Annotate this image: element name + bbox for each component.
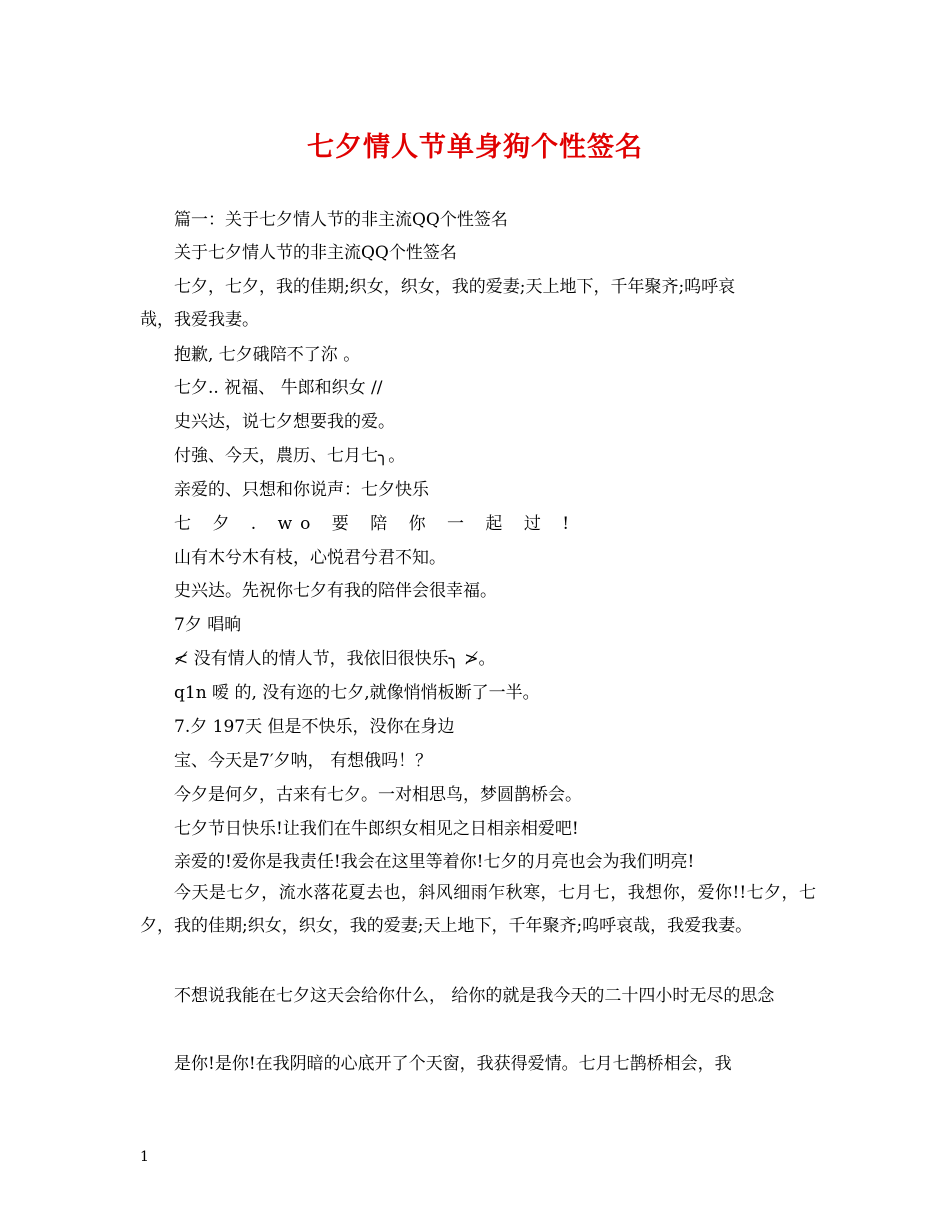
text-line: 7.夕 197天 但是不快乐，没你在身边 (174, 717, 455, 737)
text-line: 史兴达。先祝你七夕有我的陪伴会很幸福。 (174, 581, 497, 601)
text-line: 宝、今天是7′夕呐， 有想俄吗！？ (174, 751, 433, 771)
text-line: 七夕节日快乐!让我们在牛郎织女相见之日相亲相爱吧! (174, 819, 579, 839)
paragraph: 不想说我能在七夕这天会给你什么， 给你的就是我今天的二十四小时无尽的思念 (174, 986, 775, 1006)
text-line: 付強、今天，農历、七月七╮。 (174, 446, 406, 466)
text-line: 亲爱的!爱你是我责任!我会在这里等着你!七夕的月亮也会为我们明亮! (174, 852, 695, 872)
text-line: 7夕 唱晌 (174, 615, 242, 635)
text-line: 七夕.. 祝福、 牛郎和织女 // (174, 378, 383, 398)
text-line: 史兴达，说七夕想要我的爱。 (174, 412, 395, 432)
text-line: ≮ 没有情人的情人节，我依旧很快乐╮ ≯。 (174, 649, 496, 669)
text-line: 山有木兮木有枝，心悦君兮君不知。 (174, 548, 446, 568)
text-line: q1n 嗳 的, 没有迩的七夕,就像悄悄板断了一半。 (174, 683, 540, 703)
paragraph: 今天是七夕，流水落花夏去也，斜风细雨乍秋寒，七月七，我想你，爱你!!七夕，七夕，我的佳期;织女，织女，我的爱妻;天上地下，千年聚齐;呜呼哀哉，我爱我妻。 (140, 883, 816, 936)
text-line: 七 夕 . wo 要 陪 你 一 起 过 ! (174, 514, 578, 534)
document-title: 七夕情人节单身狗个性签名 (307, 132, 643, 163)
text-line: 哉，我爱我妻。 (140, 310, 259, 330)
section-heading: 篇一：关于七夕情人节的非主流QQ个性签名 (174, 210, 508, 230)
text-line: 抱歉, 七夕硪陪不了沵 。 (174, 345, 361, 365)
text-line: 关于七夕情人节的非主流QQ个性签名 (174, 243, 457, 263)
text-line: 今夕是何夕，古来有七夕。一对相思鸟，梦圆鹊桥会。 (174, 785, 582, 805)
text-line: 亲爱的、只想和你说声：七夕快乐 (174, 480, 429, 500)
text-line: 七夕，七夕，我的佳期;织女，织女，我的爱妻;天上地下，千年聚齐;呜呼哀 (174, 277, 736, 297)
paragraph: 是你!是你!在我阴暗的心底开了个天窗，我获得爱情。七月七鹊桥相会，我 (174, 1054, 732, 1074)
page-number: 1 (140, 1149, 149, 1165)
